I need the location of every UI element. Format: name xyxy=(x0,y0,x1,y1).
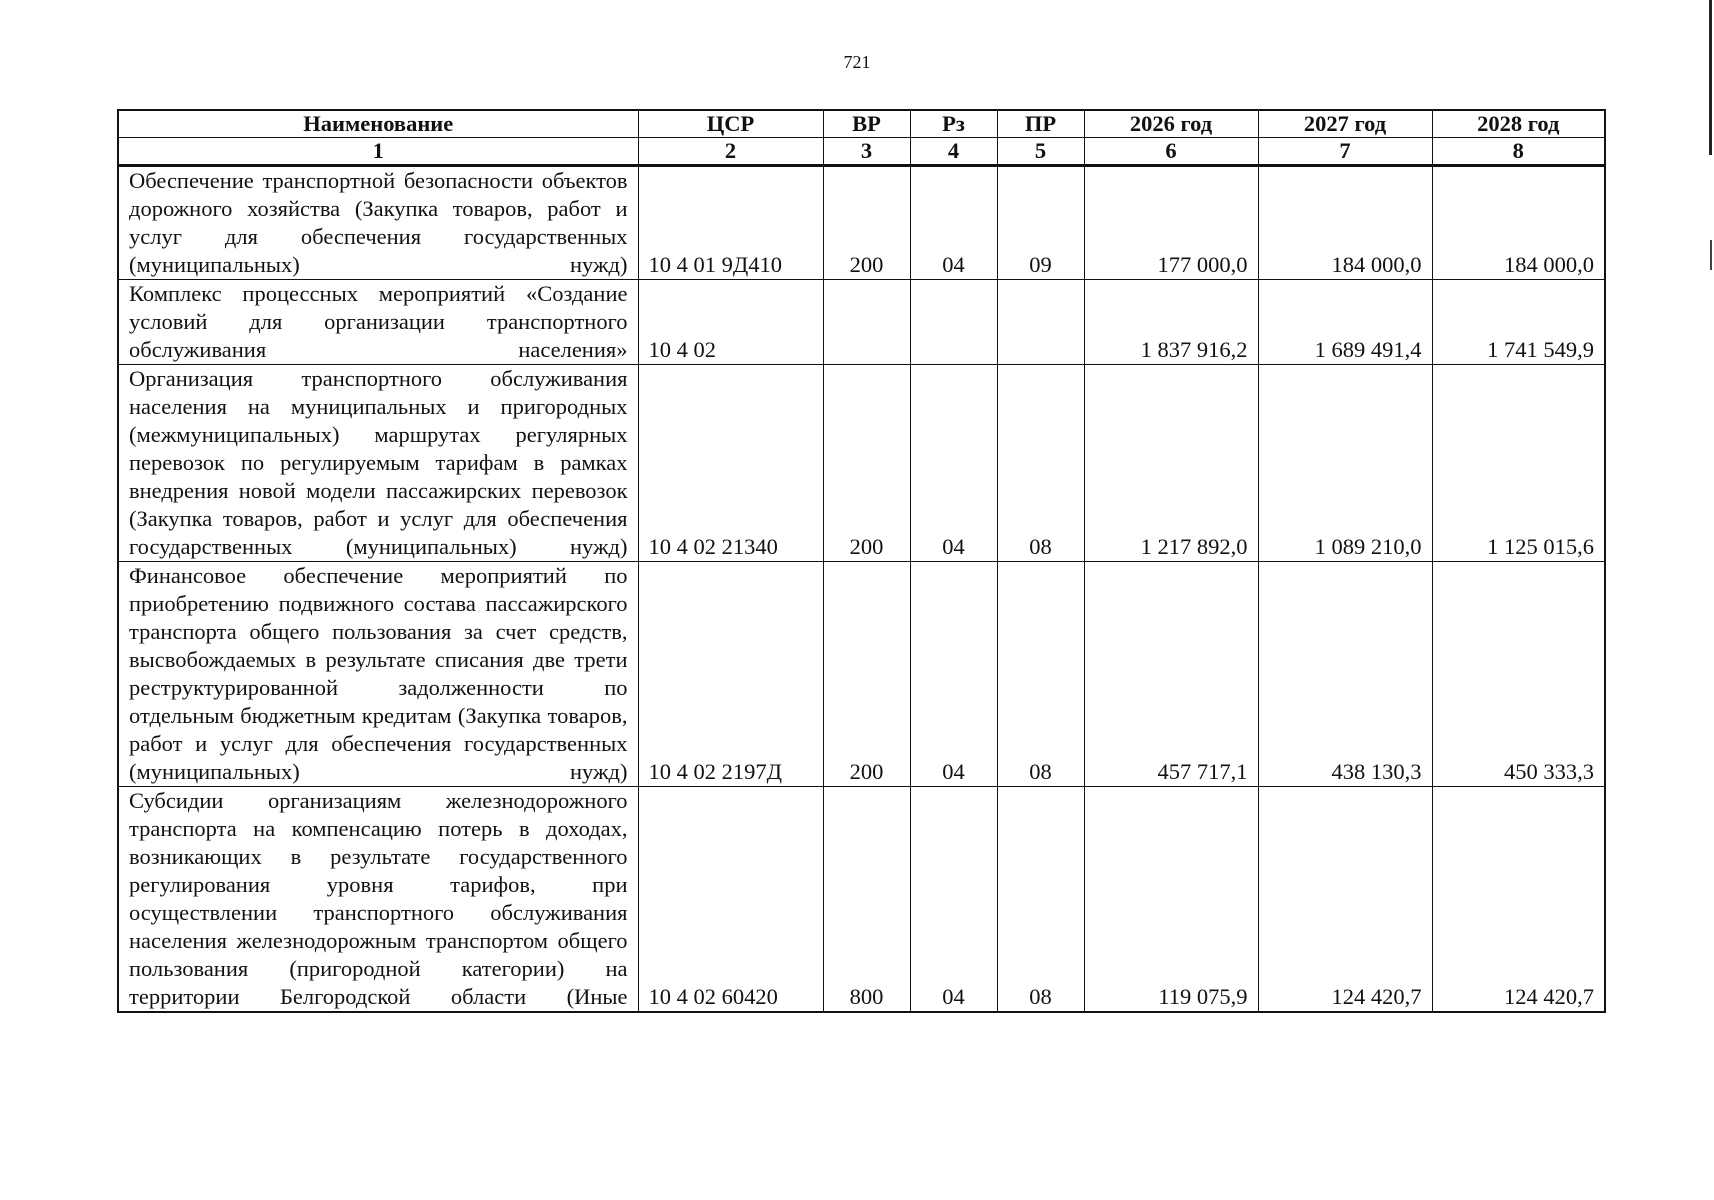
row-pr: 08 xyxy=(997,787,1084,1013)
row-name: Обеспечение транспортной безопасности объектов дорожного хозяйства (Закупка товаров, работ и услуг для обеспечения государственных (муниципальных) нужд) xyxy=(118,166,638,280)
row-rz: 04 xyxy=(910,365,997,562)
column-number: 2 xyxy=(638,138,823,166)
table-row xyxy=(118,787,1605,1013)
row-vr xyxy=(823,280,910,365)
row-name: Финансовое обеспечение мероприятий по приобретению подвижного состава пассажирского транспорта общего пользования за счет средств, высвобождаемых в результате списания две трети реструктурированной задолженности по отдельным бюджетным кредитам (Закупка товаров, работ и услуг для обеспечения государственных (муниципальных) нужд) xyxy=(118,562,638,787)
row-name: Комплекс процессных мероприятий «Создание условий для организации транспортного обслуживания населения» xyxy=(118,280,638,365)
header-pr: ПР xyxy=(997,110,1084,138)
row-vr: 200 xyxy=(823,562,910,787)
table-row xyxy=(118,166,1605,280)
row-rz: 04 xyxy=(910,166,997,280)
row-2027: 1 689 491,4 xyxy=(1258,280,1432,365)
row-rz: 04 xyxy=(910,562,997,787)
page-number: 721 xyxy=(843,52,871,72)
row-csr: 10 4 02 21340 xyxy=(638,365,823,562)
column-number: 3 xyxy=(823,138,910,166)
row-2027: 124 420,7 xyxy=(1258,787,1432,1013)
row-csr: 10 4 02 xyxy=(638,280,823,365)
row-rz xyxy=(910,280,997,365)
row-2027: 1 089 210,0 xyxy=(1258,365,1432,562)
row-csr: 10 4 01 9Д410 xyxy=(638,166,823,280)
header-vr: ВР xyxy=(823,110,910,138)
row-2026: 1 837 916,2 xyxy=(1084,280,1258,365)
row-pr xyxy=(997,280,1084,365)
row-pr: 08 xyxy=(997,365,1084,562)
table-row xyxy=(118,562,1605,787)
header-name: Наименование xyxy=(118,110,638,138)
row-csr: 10 4 02 60420 xyxy=(638,787,823,1013)
budget-table xyxy=(117,109,1606,1013)
row-pr: 08 xyxy=(997,562,1084,787)
row-2026: 177 000,0 xyxy=(1084,166,1258,280)
scan-edge-mark xyxy=(1709,0,1712,155)
row-name: Субсидии организациям железнодорожного транспорта на компенсацию потерь в доходах, возникающих в результате государственного регулирования уровня тарифов, при осуществлении транспортного обслуживания населения железнодорожным транспортом общего пользования (пригородной категории) на территории Белгородской области (Иные xyxy=(118,787,638,1013)
row-2028: 1 125 015,6 xyxy=(1432,365,1605,562)
column-number: 4 xyxy=(910,138,997,166)
row-vr: 200 xyxy=(823,365,910,562)
column-number: 1 xyxy=(118,138,638,166)
row-2028: 124 420,7 xyxy=(1432,787,1605,1013)
row-2028: 450 333,3 xyxy=(1432,562,1605,787)
row-vr: 200 xyxy=(823,166,910,280)
table-row xyxy=(118,365,1605,562)
column-number: 6 xyxy=(1084,138,1258,166)
scan-edge-mark xyxy=(1710,240,1712,270)
row-csr: 10 4 02 2197Д xyxy=(638,562,823,787)
header-2028: 2028 год xyxy=(1432,110,1605,138)
row-2026: 457 717,1 xyxy=(1084,562,1258,787)
row-pr: 09 xyxy=(997,166,1084,280)
row-2028: 1 741 549,9 xyxy=(1432,280,1605,365)
row-name: Организация транспортного обслуживания населения на муниципальных и пригородных (межмуниципальных) маршрутах регулярных перевозок по регулируемым тарифам в рамках внедрения новой модели пассажирских перевозок (Закупка товаров, работ и услуг для обеспечения государственных (муниципальных) нужд) xyxy=(118,365,638,562)
table-row xyxy=(118,280,1605,365)
row-2027: 438 130,3 xyxy=(1258,562,1432,787)
header-2026: 2026 год xyxy=(1084,110,1258,138)
header-row xyxy=(118,110,1605,138)
row-rz: 04 xyxy=(910,787,997,1013)
row-2026: 119 075,9 xyxy=(1084,787,1258,1013)
column-number-row xyxy=(118,138,1605,166)
header-csr: ЦСР xyxy=(638,110,823,138)
row-vr: 800 xyxy=(823,787,910,1013)
row-2028: 184 000,0 xyxy=(1432,166,1605,280)
row-2027: 184 000,0 xyxy=(1258,166,1432,280)
header-2027: 2027 год xyxy=(1258,110,1432,138)
column-number: 7 xyxy=(1258,138,1432,166)
column-number: 5 xyxy=(997,138,1084,166)
header-rz: Рз xyxy=(910,110,997,138)
column-number: 8 xyxy=(1432,138,1605,166)
row-2026: 1 217 892,0 xyxy=(1084,365,1258,562)
